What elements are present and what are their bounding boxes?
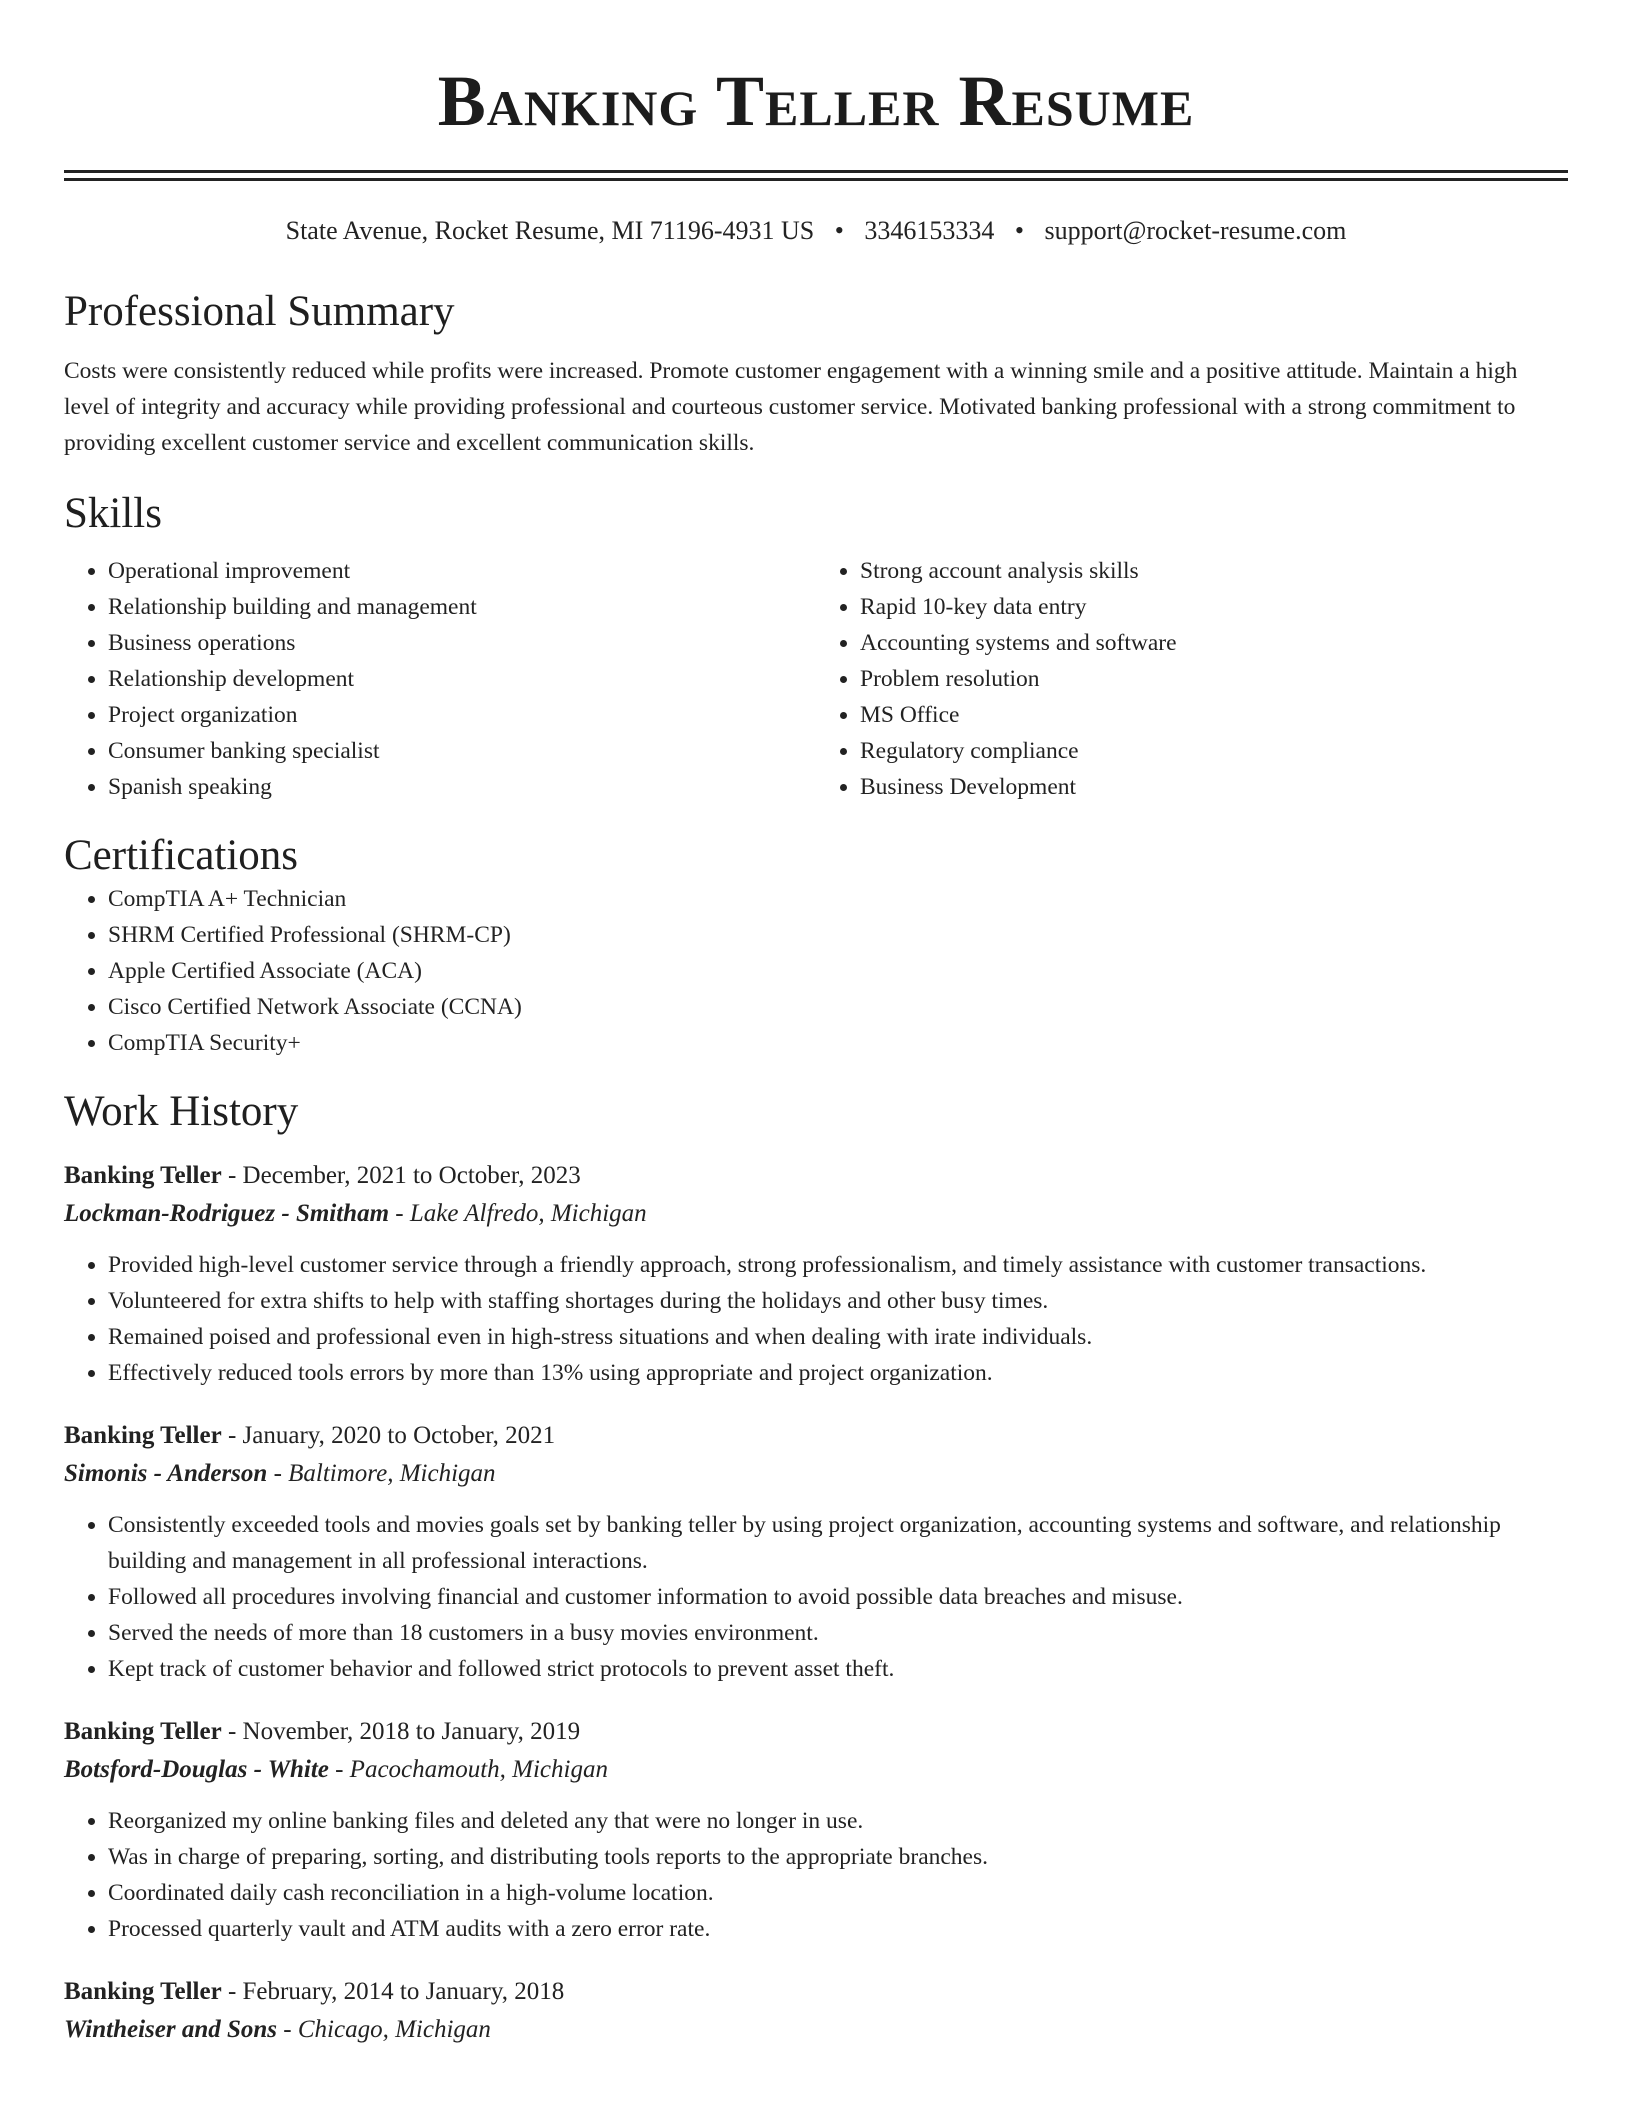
skill-item: • Operational improvement [108,553,816,589]
contact-phone: 3346153334 [864,216,995,245]
job-location: - Lake Alfredo, Michigan [389,1200,647,1227]
job-dates: - November, 2018 to January, 2019 [221,1718,581,1745]
job-entry [64,1713,1568,1947]
title-divider [64,170,1568,181]
job-title-line [64,1417,1568,1455]
skill-item: • Relationship development [108,661,816,697]
job-company: Simonis - Anderson [64,1460,268,1487]
job-company: Botsford-Douglas - White [64,1756,329,1783]
job-bullet: • Followed all procedures involving financial and customer information to avoid possible data breaches and misuse. [108,1579,1568,1615]
skill-item: • Business Development [860,769,1568,805]
certification-item: • CompTIA A+ Technician [108,881,1568,917]
job-title-line [64,1973,1568,2011]
job-bullets [64,1247,1568,1391]
job-location: - Pacochamouth, Michigan [328,1756,608,1783]
certification-item: • CompTIA Security+ [108,1025,1568,1061]
job-entry [64,1417,1568,1687]
skills-heading: Skills [64,490,162,537]
job-bullet: • Served the needs of more than 18 customers in a busy movies environment. [108,1615,1568,1651]
skill-item: • Accounting systems and software [860,625,1568,661]
job-company-line [64,2011,1568,2049]
skills-right-list [816,553,1568,805]
job-company: Lockman-Rodriguez - Smitham [64,1200,390,1227]
certification-item: • Apple Certified Associate (ACA) [108,953,1568,989]
resume-title: Banking Teller Resume [437,61,1195,141]
skill-item: • MS Office [860,697,1568,733]
job-role: Banking Teller [64,1978,222,2005]
job-dates: - December, 2021 to October, 2023 [221,1162,581,1189]
job-company-line [64,1455,1568,1493]
job-bullet: • Processed quarterly vault and ATM audits with a zero error rate. [108,1911,1568,1947]
job-role: Banking Teller [64,1422,222,1449]
job-bullet: • Consistently exceeded tools and movies goals set by banking teller by using project organization, accounting systems and software, and relationship building and management in all professional interactions. [108,1507,1568,1579]
work-history-heading: Work History [64,1088,299,1135]
skill-item: • Spanish speaking [108,769,816,805]
contact-address: State Avenue, Rocket Resume, MI 71196-4931 US [285,216,815,245]
skill-item: • Consumer banking specialist [108,733,816,769]
certification-item: • Cisco Certified Network Associate (CCNA) [108,989,1568,1025]
skills-left-list [64,553,816,805]
skill-item: • Strong account analysis skills [860,553,1568,589]
job-company: Wintheiser and Sons [64,2016,278,2043]
job-dates: - February, 2014 to January, 2018 [221,1978,565,2005]
job-role: Banking Teller [64,1162,222,1189]
job-bullets [64,1803,1568,1947]
job-location: - Chicago, Michigan [277,2016,491,2043]
skill-item: • Relationship building and management [108,589,816,625]
contact-separator: • [1014,216,1024,245]
certifications-heading: Certifications [64,832,299,879]
contact-separator: • [834,216,844,245]
job-bullet: • Provided high-level customer service through a friendly approach, strong professionalism, and timely assistance with customer transactions. [108,1247,1568,1283]
job-bullet: • Volunteered for extra shifts to help with staffing shortages during the holidays and other busy times. [108,1283,1568,1319]
contact-email: support@rocket-resume.com [1044,216,1347,245]
skill-item: • Business operations [108,625,816,661]
job-role: Banking Teller [64,1718,222,1745]
job-bullets [64,1507,1568,1687]
certification-item: • SHRM Certified Professional (SHRM-CP) [108,917,1568,953]
certifications-list [64,881,1568,1061]
job-location: - Baltimore, Michigan [267,1460,496,1487]
summary-text: Costs were consistently reduced while profits were increased. Promote customer engagement with a winning smile and a positive attitude. Maintain a high level of integrity and accuracy while providing professional and courteous customer service. Motivated banking professional with a strong commitment to providing excellent customer service and excellent communication skills. [64,358,1518,456]
job-bullet: • Was in charge of preparing, sorting, and distributing tools reports to the appropriate branches. [108,1839,1568,1875]
job-company-line [64,1751,1568,1789]
skills-columns [64,553,1568,805]
job-bullet: • Reorganized my online banking files and deleted any that were no longer in use. [108,1803,1568,1839]
job-title-line [64,1157,1568,1195]
job-dates: - January, 2020 to October, 2021 [221,1422,556,1449]
job-bullet: • Kept track of customer behavior and followed strict protocols to prevent asset theft. [108,1651,1568,1687]
skill-item: • Project organization [108,697,816,733]
job-title-line [64,1713,1568,1751]
job-company-line [64,1195,1568,1233]
skill-item: • Regulatory compliance [860,733,1568,769]
job-entry [64,1157,1568,1391]
job-bullet: • Effectively reduced tools errors by more than 13% using appropriate and project organization. [108,1355,1568,1391]
skill-item: • Problem resolution [860,661,1568,697]
contact-line [64,215,1568,247]
skill-item: • Rapid 10-key data entry [860,589,1568,625]
job-entry [64,1973,1568,2049]
job-bullet: • Coordinated daily cash reconciliation in a high-volume location. [108,1875,1568,1911]
job-bullet: • Remained poised and professional even in high-stress situations and when dealing with irate individuals. [108,1319,1568,1355]
summary-heading: Professional Summary [64,288,455,335]
